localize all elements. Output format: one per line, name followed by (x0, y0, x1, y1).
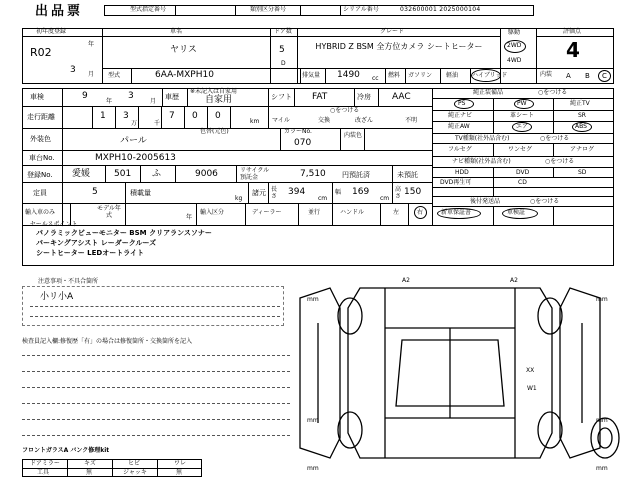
serial-label: シリアル番号 (343, 6, 379, 13)
handle-left: 左 (393, 209, 400, 216)
ac-value: AAC (392, 92, 411, 102)
footer-v4: 無 (176, 469, 183, 476)
tv-title: TV種類(社外品含む) (455, 135, 510, 142)
cc-unit: cc (372, 75, 379, 82)
displacement-value: 1490 (337, 70, 360, 80)
load-unit: kg (235, 195, 243, 202)
navi-sd: SD (578, 169, 587, 176)
model-year-label: モデル年式 (97, 205, 121, 219)
color-no-value: 070 (294, 138, 312, 148)
import-category-label: 輸入区分 (200, 209, 225, 216)
model-value: 6AA-MXPH10 (155, 70, 214, 80)
chassis-label: 車台No. (29, 154, 55, 162)
inspection-month-unit: 月 (150, 98, 157, 105)
cd-label: CD (518, 179, 527, 186)
car-name: ヤリス (170, 45, 197, 55)
mileage-digit-3: 7 (169, 111, 175, 121)
grade-value: HYBRID Z BSM 全方位カメラ シートヒーター (315, 42, 483, 51)
length-label: 長さ (271, 186, 278, 200)
serial-value: 032600001 2025000104 (400, 6, 481, 13)
mm-4: mm (596, 417, 608, 424)
fuel-gasoline: ガソリン (408, 72, 433, 79)
exterior-label: 外装色 (30, 135, 51, 143)
grade-label: グレード (380, 28, 405, 35)
inspector-label: 検査員記入欄:修復歴「有」の場合は修復箇所・交換箇所を記入 (22, 338, 193, 345)
tv-full: フルセグ (448, 146, 472, 153)
width-value: 169 (352, 187, 370, 197)
ac-label: 冷房 (357, 93, 371, 101)
mileage-digit-5: 0 (215, 111, 221, 121)
mileage-label: 走行距離 (27, 113, 55, 121)
after-cert: 車検証 (507, 209, 526, 216)
model-year-unit: 年 (186, 214, 193, 221)
car-name-label: 車名 (170, 28, 183, 35)
handle-right: 右 (417, 209, 424, 216)
mileage-digit-1: 1 (100, 111, 106, 121)
recycle-unpaid: 未預託 (397, 171, 418, 179)
eval-score: 4 (566, 38, 580, 62)
after-warranty: 新車保証書 (441, 209, 472, 216)
mileage-unknown: 不明 (405, 117, 418, 124)
load-label: 積載量 (130, 189, 151, 197)
fuel-diesel: 軽油 (446, 72, 459, 79)
inspection-year-unit: 年 (106, 98, 113, 105)
mileage-circle-note: ○をつける (330, 107, 360, 114)
mm-1: mm (307, 296, 319, 303)
doors-d: D (281, 60, 286, 67)
footer-v3: ジャッキ (123, 469, 147, 476)
page-title: 出品票 (35, 4, 84, 19)
footer-v2: 無 (86, 469, 93, 476)
first-reg-label: 初年度登録 (36, 28, 67, 35)
mm-3: mm (307, 417, 319, 424)
equip-leather: 革シート (510, 112, 535, 119)
color-no-label: カラーNo. (284, 128, 312, 135)
import-parallel: 並行 (308, 209, 321, 216)
navi-hdd: HDD (455, 169, 469, 176)
sales-point-line2: パーキングアシスト レーダークルーズ (36, 239, 157, 247)
plate-area: 愛媛 (72, 169, 91, 179)
use-note: ※未記入は自家用 (190, 88, 238, 95)
chassis-value: MXPH10-2005613 (95, 153, 176, 163)
damage-a2-right: A2 (510, 277, 518, 284)
mileage-unit-sen: 千 (154, 120, 161, 127)
drive-2wd: 2WD (507, 42, 522, 49)
mileage-tamper: 改ざん (355, 117, 374, 124)
capacity-label: 定員 (33, 189, 47, 197)
equip-sr: SR (578, 112, 586, 119)
after-title: 後付発送品 (470, 198, 501, 205)
plate-label: 登録No. (27, 171, 53, 179)
equip-ps: PS (458, 100, 466, 107)
exterior-value: パール (120, 136, 147, 146)
import-label: 輸入車のみ (25, 209, 56, 216)
footer-h4: ワレ (174, 460, 187, 467)
height-label: 高さ (395, 186, 402, 200)
first-reg-month-unit: 月 (88, 71, 95, 78)
mm-6: mm (596, 465, 608, 472)
footer-h2: キズ (84, 460, 96, 467)
dims-label: 諸元 (252, 189, 266, 197)
tv-one: ワンセグ (508, 146, 533, 153)
interior-label: 内装 (540, 71, 553, 78)
equip-aw: 純正AW (448, 123, 470, 130)
interior-color-label: 内装色 (344, 132, 363, 139)
navi-title: ナビ種類(社外品含む) (452, 158, 511, 165)
doors-value: 5 (279, 45, 285, 55)
car-damage-diagram (290, 268, 630, 480)
mileage-digit-2: 3 (123, 111, 129, 121)
doors-label: ドア数 (274, 28, 292, 35)
plate-kana: ふ (152, 169, 162, 179)
mileage-swap: 交換 (318, 117, 331, 124)
recycle-value: 7,510 (300, 169, 326, 179)
interior-a: A (566, 72, 571, 80)
mileage-unit-km: km (250, 118, 260, 125)
eval-label: 評価点 (563, 28, 582, 35)
capacity-value: 5 (92, 187, 98, 197)
fuel-hybrid: ハイブリッド (472, 72, 508, 79)
after-note: ○をつける (530, 198, 560, 205)
sales-point-line1: パノラミックビューモニター BSM クリアランスソナー (36, 229, 212, 237)
mm-5: mm (307, 465, 319, 472)
equip-pw: PW (517, 100, 527, 107)
equip-navi: 純正ナビ (448, 112, 473, 119)
shift-value: FAT (312, 92, 328, 102)
equip-abs: ABS (575, 123, 587, 130)
footer-h3: ヒビ (128, 460, 141, 467)
damage-w1: W1 (527, 385, 537, 392)
drive-4wd: 4WD (507, 57, 522, 64)
interior-c: C (602, 72, 607, 80)
inspection-label: 車検 (30, 93, 44, 101)
import-dealer: ディーラー (252, 209, 282, 216)
cert-no-label: 型式指定番号 (130, 6, 167, 13)
width-label: 幅 (335, 189, 342, 196)
damage-a2-left: A2 (402, 277, 410, 284)
recycle-label: リサイクル預託金 (240, 167, 270, 181)
mm-2: mm (596, 296, 608, 303)
equip-air: エア (516, 123, 529, 130)
windshield-note: フロントガラスA バンク修理kit (22, 447, 110, 454)
dvd-play: DVD再生可 (440, 179, 472, 186)
plate-class: 501 (114, 169, 132, 179)
first-reg-year: R02 (30, 46, 52, 59)
height-value: 150 (404, 187, 422, 197)
mileage-unit-man: 万 (131, 120, 138, 127)
tv-analog: アナログ (570, 146, 595, 153)
class-no-label: 類別区分番号 (250, 6, 287, 13)
handle-label: ハンドル (340, 209, 365, 216)
navi-note: ○をつける (545, 158, 575, 165)
sales-point-label: セールスポイント (30, 221, 78, 228)
length-value: 394 (288, 187, 306, 197)
drive-label: 駆動 (508, 29, 521, 36)
interior-b: B (585, 72, 590, 80)
inspection-year: 9 (82, 91, 88, 101)
shift-label: シフト (271, 93, 292, 101)
fuel-label: 燃料 (388, 72, 401, 79)
displacement-label: 排気量 (302, 72, 321, 79)
damage-xx: XX (526, 367, 535, 374)
notes-label: 注意事項・不具合箇所 (38, 278, 99, 285)
footer-v1: 工具 (37, 469, 50, 476)
length-unit: cm (318, 195, 328, 202)
tv-note: ○をつける (540, 135, 570, 142)
footer-h1: ドアミラー (30, 460, 60, 467)
mileage-mile: マイル (272, 117, 290, 124)
plate-number: 9006 (195, 169, 218, 179)
use-label: 車歴 (165, 93, 179, 101)
equip-tv: 純正TV (570, 100, 590, 107)
navi-dvd: DVD (516, 169, 530, 176)
width-unit: cm (380, 195, 390, 202)
first-reg-month: 3 (70, 65, 76, 75)
equip-title: 純正装備品 (473, 89, 504, 96)
color-code-label: 色替(元色) (200, 128, 229, 135)
mileage-digit-4: 0 (192, 111, 198, 121)
sales-point-line3: シートヒーター LEDオートライト (36, 249, 144, 257)
equip-note: ○をつける (538, 89, 568, 96)
model-label: 型式 (108, 72, 121, 79)
notes-entry: 小リ小A (40, 292, 74, 302)
inspection-month: 3 (128, 91, 134, 101)
first-reg-year-unit: 年 (88, 41, 95, 48)
recycle-unit: 円預託済 (342, 171, 370, 179)
use-value: 自家用 (205, 95, 233, 105)
